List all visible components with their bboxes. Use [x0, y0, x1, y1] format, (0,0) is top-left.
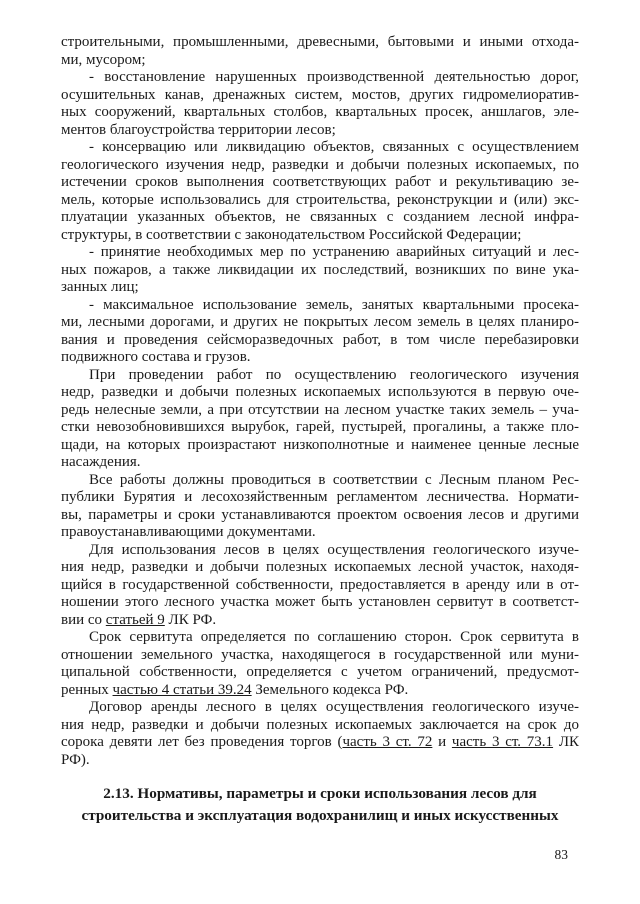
- legal-reference-link[interactable]: часть 3 ст. 73.1: [451, 734, 554, 750]
- paragraph: [61, 472, 579, 542]
- document-body: [61, 34, 579, 826]
- text-run: отношении земельного участка, находящегося в государственной или муни-: [61, 646, 579, 663]
- text-line: [61, 157, 579, 175]
- text-line: [61, 402, 579, 420]
- text-run: ЛК: [553, 734, 580, 750]
- text-run: Договор аренды лесного в целях осуществления геологического изуче-: [89, 699, 579, 715]
- page-number: 83: [554, 847, 568, 862]
- text-run: осушительных канав, дренажных систем, мостов, других гидромелиоратив-: [61, 86, 579, 103]
- section-heading: [61, 783, 579, 826]
- paragraph: [61, 244, 579, 297]
- text-line: [61, 244, 579, 262]
- paragraph: [61, 34, 579, 69]
- text-line: [61, 384, 579, 402]
- legal-reference-link[interactable]: статьей 9: [105, 611, 165, 628]
- section-heading-line: 2.13. Нормативы, параметры и сроки использования лесов для: [103, 785, 537, 802]
- text-line: [61, 647, 579, 665]
- text-line: [61, 367, 579, 385]
- text-run: публики Бурятия и лесохозяйственным регламентом лесничества. Нормати-: [61, 489, 579, 505]
- text-run: стки невозобновившихся вырубок, гарей, пустырей, прогалины, а также пло-: [61, 419, 579, 435]
- text-line: [61, 629, 579, 647]
- text-run: ципальной собственности, определяется с учетом ограничений, предусмот-: [61, 664, 579, 680]
- text-run: подвижного состава и грузов.: [61, 349, 251, 365]
- text-run: - консервацию или ликвидацию объектов, связанных с осуществлением: [89, 139, 579, 155]
- text-line: [61, 717, 579, 735]
- text-line: [61, 227, 579, 245]
- text-run: ния недр, разведки и добычи полезных ископаемых заключается на срок до: [61, 716, 579, 733]
- text-line: [61, 542, 579, 560]
- text-line: [61, 34, 579, 52]
- paragraph: [61, 542, 579, 630]
- text-run: сорока девяти лет без проведения торгов (: [61, 734, 343, 750]
- text-line: [61, 664, 579, 682]
- text-run: строительными, промышленными, древесными, бытовыми и иными отхода-: [61, 34, 579, 50]
- text-line: [61, 87, 579, 105]
- legal-reference-link[interactable]: часть 3 ст. 72: [342, 734, 433, 750]
- paragraph: [61, 139, 579, 244]
- text-run: истечении сроков выполнения соответствующих работ и рекультивацию зе-: [61, 174, 579, 190]
- text-run: Срок сервитута определяется по соглашению сторон. Срок сервитута в: [89, 629, 579, 645]
- text-line: [61, 192, 579, 210]
- text-run: занных лиц;: [61, 279, 139, 295]
- text-run: ЛК РФ.: [164, 611, 217, 628]
- paragraph: [61, 629, 579, 699]
- text-line: [61, 174, 579, 192]
- text-run: вания и проведения сейсморазведочных работ, в том числе перебазировки: [61, 331, 579, 348]
- text-run: - принятие необходимых мер по устранению аварийных ситуаций и лес-: [89, 244, 579, 260]
- text-line: [61, 559, 579, 577]
- text-line: [61, 104, 579, 122]
- text-run: - восстановление нарушенных производственной деятельностью дорог,: [89, 69, 579, 85]
- text-line: [61, 139, 579, 157]
- text-run: насаждения.: [61, 454, 141, 470]
- text-line: [61, 699, 579, 717]
- legal-reference-link[interactable]: частью 4 статьи 39.24: [112, 681, 252, 698]
- text-run: недр, разведки и добычи полезных ископаемых используются в первую оче-: [61, 384, 579, 400]
- text-run: и: [432, 734, 452, 750]
- text-run: мель, которые использовались для строительства, реконструкции и (или) экс-: [61, 191, 579, 208]
- text-line: [61, 472, 579, 490]
- text-run: ных сооружений, квартальных столбов, квартальных просек, аншлагов, эле-: [61, 104, 579, 120]
- text-run: ния недр, разведки и добычи полезных ископаемых лесной участок, находя-: [61, 559, 579, 575]
- text-line: [61, 612, 579, 630]
- text-run: - максимальное использование земель, занятых квартальными просека-: [89, 296, 579, 313]
- text-line: [61, 349, 579, 367]
- text-line: [61, 52, 579, 70]
- text-run: Все работы должны проводиться в соответствии с Лесным планом Рес-: [89, 471, 579, 488]
- paragraph: [61, 699, 579, 769]
- text-run: вии со: [61, 611, 106, 628]
- text-run: правоустанавливающими документами.: [61, 524, 316, 540]
- text-line: [61, 297, 579, 315]
- text-line: [61, 279, 579, 297]
- text-run: ми, лесными дорогами, и других не покрытых лесом земель в целях планиро-: [61, 314, 579, 330]
- text-run: Для использования лесов в целях осуществления геологического изуче-: [89, 541, 579, 558]
- text-run: Земельного кодекса РФ.: [251, 681, 409, 698]
- text-run: ми, мусором;: [61, 51, 146, 68]
- paragraphs-container: [61, 34, 579, 769]
- text-line: [61, 577, 579, 595]
- text-line: [61, 332, 579, 350]
- text-run: щади, на которых произрастают низкополнотные и наименее ценные лесные: [61, 436, 579, 453]
- text-run: При проведении работ по осуществлению геологического изучения: [89, 366, 579, 383]
- text-run: вы, параметры и сроки устанавливаются проектом освоения лесов и другими: [61, 506, 579, 523]
- text-line: [61, 437, 579, 455]
- text-run: ношении этого лесного участка может быть установлен сервитут в соответст-: [61, 594, 579, 610]
- text-run: плуатации указанных объектов, не связанных с созданием лесной инфра-: [61, 209, 579, 225]
- text-line: [61, 489, 579, 507]
- text-line: [61, 752, 579, 770]
- text-line: [61, 507, 579, 525]
- paragraph: [61, 367, 579, 472]
- paragraph: [61, 69, 579, 139]
- text-run: РФ).: [61, 751, 90, 768]
- text-run: редь нелесные земли, а при отсутствии на лесном участке таких земель – уча-: [61, 401, 579, 418]
- text-run: щийся в государственной собственности, предоставляется в аренду или в от-: [61, 576, 579, 593]
- text-run: структуры, в соответствии с законодательством Российской Федерации;: [61, 226, 522, 243]
- text-line: [61, 682, 579, 700]
- paragraph: [61, 297, 579, 367]
- text-line: [61, 419, 579, 437]
- text-line: [61, 734, 579, 752]
- text-line: [61, 262, 579, 280]
- text-run: ренных: [61, 681, 113, 698]
- text-line: [61, 454, 579, 472]
- text-line: [61, 314, 579, 332]
- text-run: ментов благоустройства территории лесов;: [61, 121, 336, 138]
- text-line: [61, 594, 579, 612]
- text-line: [61, 524, 579, 542]
- section-heading-line: строительства и эксплуатация водохранилищ и иных искусственных: [81, 806, 559, 824]
- text-run: геологического изучения недр, разведки и добычи полезных ископаемых, по: [61, 156, 579, 173]
- text-run: ных пожаров, а также ликвидации их последствий, возникших по вине ука-: [61, 261, 579, 278]
- text-line: [61, 209, 579, 227]
- text-line: [61, 122, 579, 140]
- text-line: [61, 69, 579, 87]
